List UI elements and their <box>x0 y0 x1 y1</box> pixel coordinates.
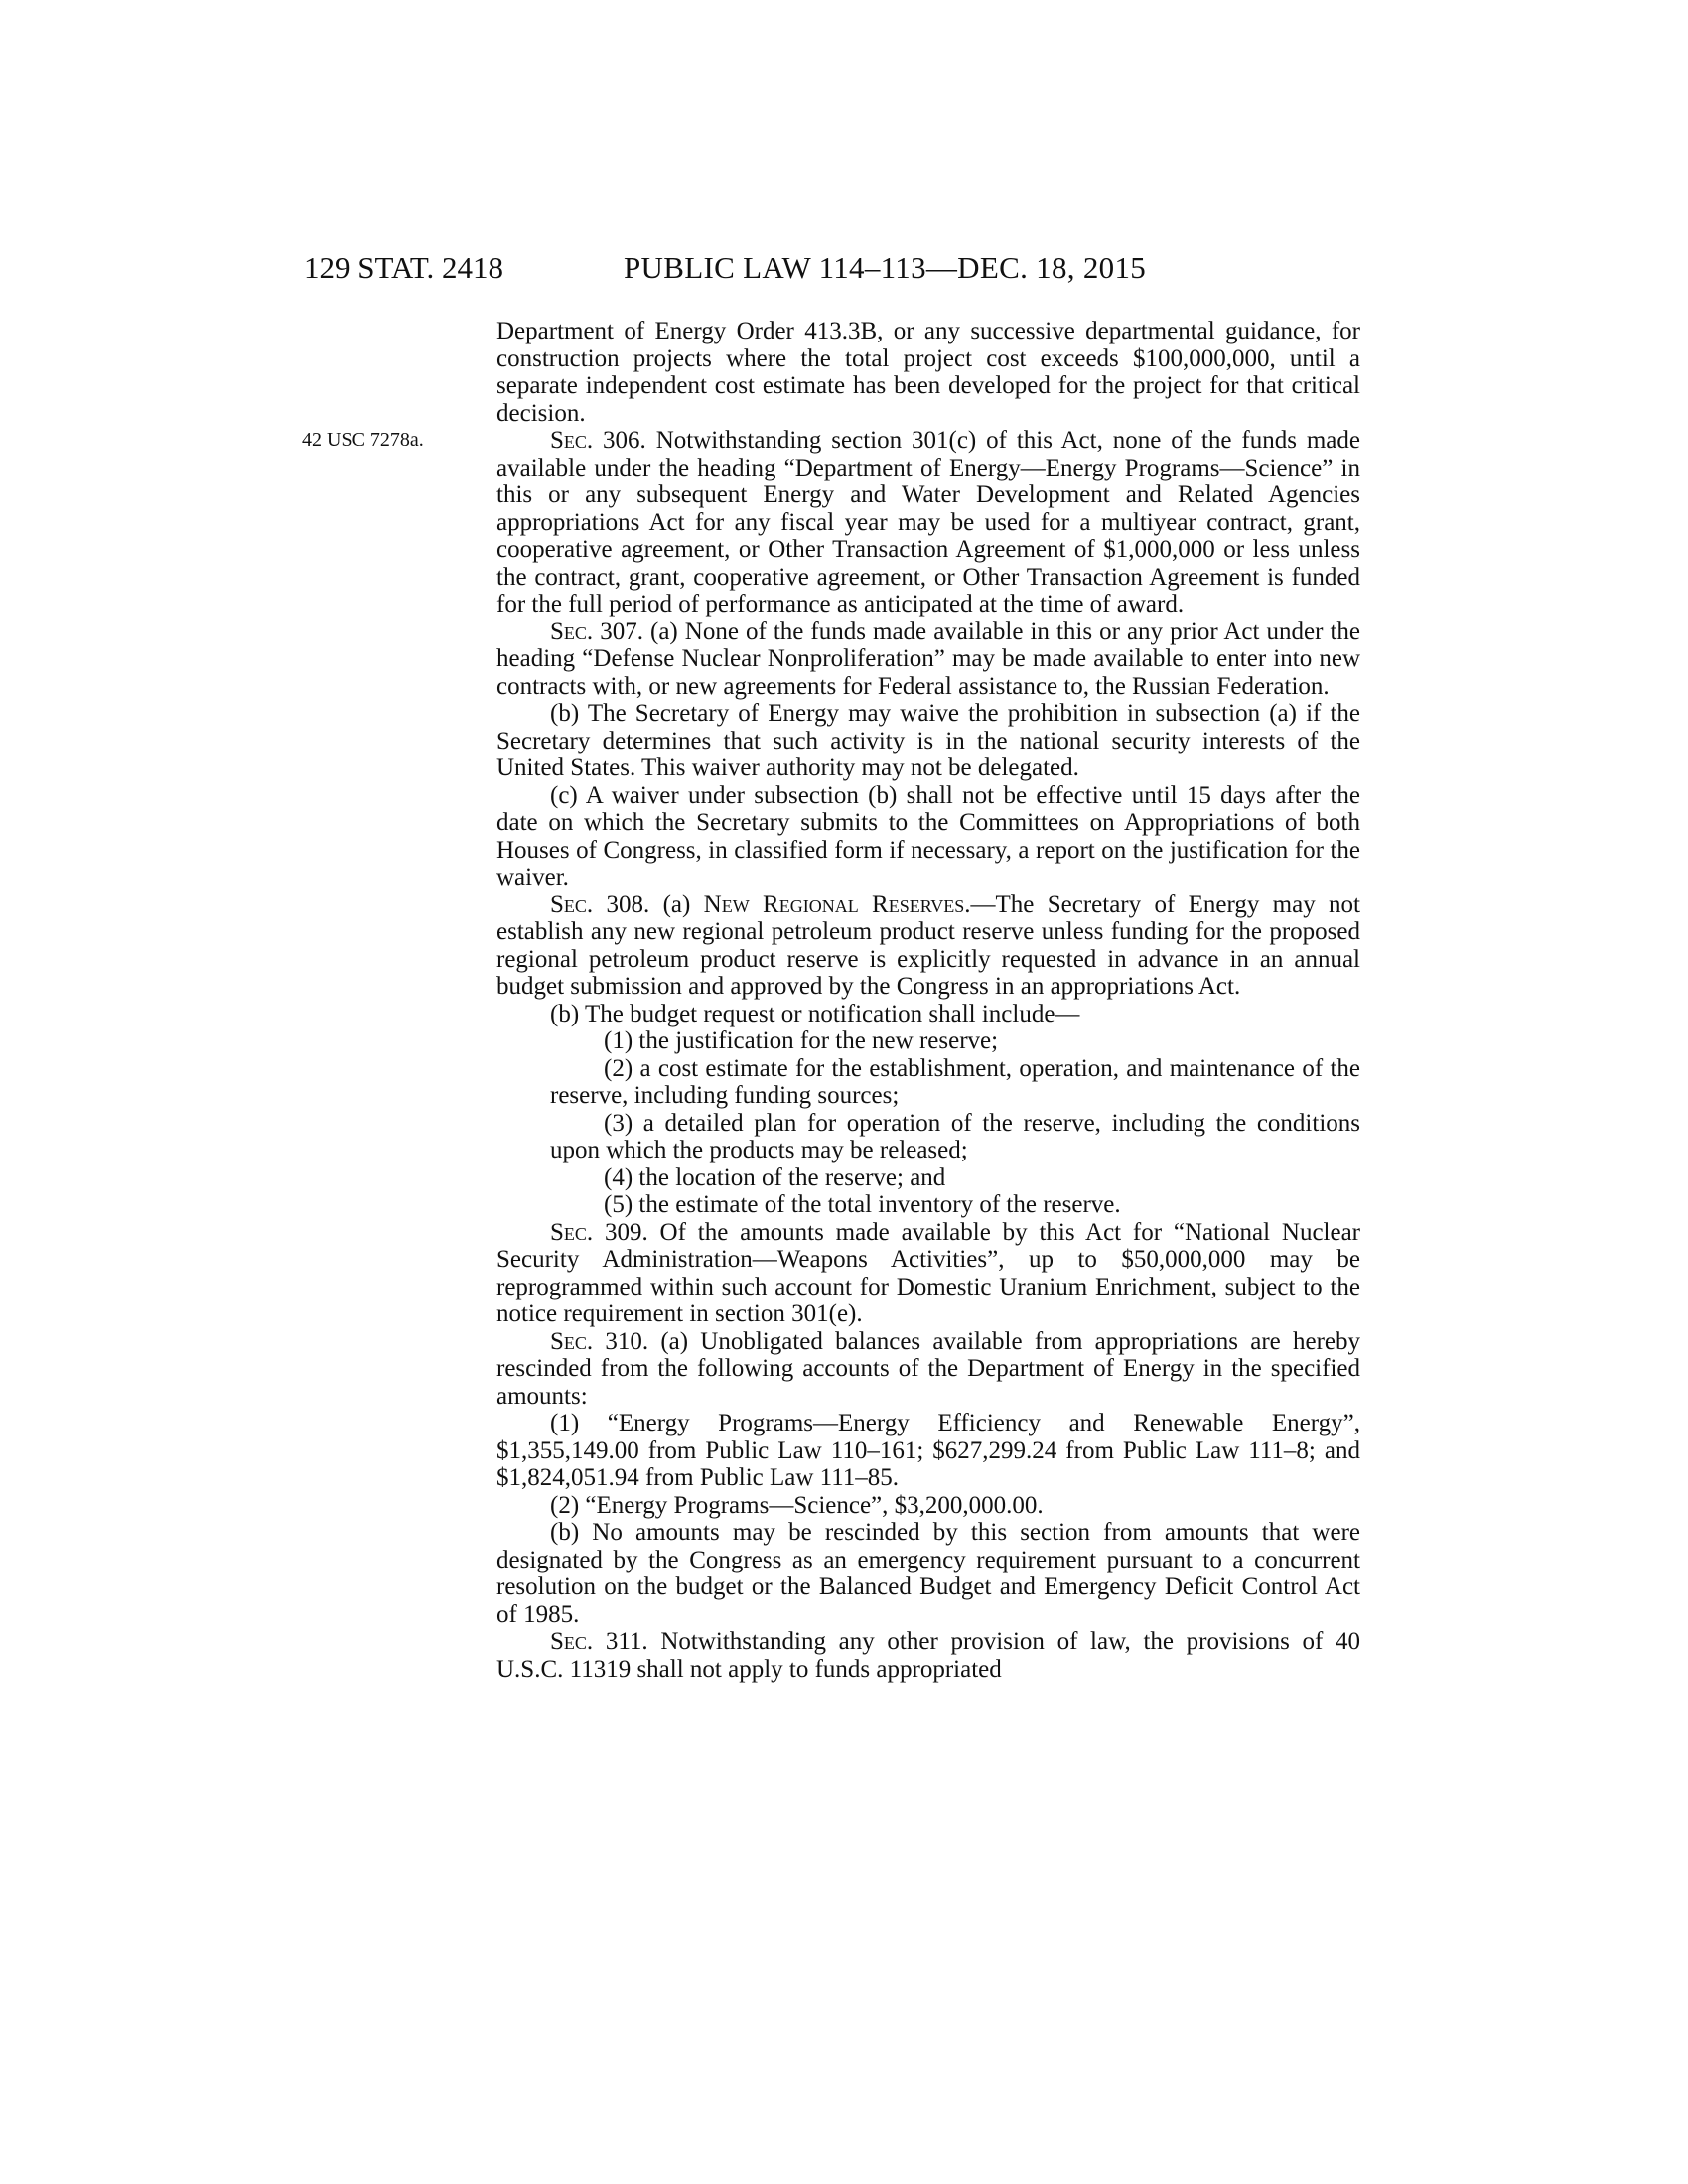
section-text: Of the amounts made available by this Act for “National Nuclear Security Administration—Weapons Activities”, up to $50,000,000 may be reprogrammed within such account for Domestic Uranium Enrichment, subject to the notice requirement in section 301(e). <box>496 1218 1361 1327</box>
subsection-heading: New Regional Reserves <box>703 890 965 918</box>
margin-citation: 42 USC 7278a. <box>302 429 424 451</box>
section-number: Sec. 311. <box>550 1628 648 1655</box>
section-309 <box>496 1219 1360 1328</box>
list-item: (1) “Energy Programs—Energy Efficiency and Renewable Energy”, $1,355,149.00 from Public Law 110–161; $627,299.24 from Public Law 111–8; and $1,824,051.94 from Public Law 111–85. <box>496 1410 1360 1491</box>
running-header <box>0 250 1688 290</box>
list-item: (3) a detailed plan for operation of the reserve, including the conditions upon which the products may be released; <box>550 1109 1360 1163</box>
section-text: Notwithstanding any other provision of law, the provisions of 40 U.S.C. 11319 shall not apply to funds appropriated <box>496 1628 1360 1683</box>
list-item: (2) a cost estimate for the establishment, operation, and maintenance of the reserve, including funding sources; <box>550 1054 1360 1109</box>
subsection: (b) The Secretary of Energy may waive the prohibition in subsection (a) if the Secretary determines that such activity is in the national security interests of the United States. This waiver authority may not be delegated. <box>496 700 1360 781</box>
section-307 <box>496 618 1360 701</box>
section-310 <box>496 1328 1360 1411</box>
section-306 <box>496 427 1360 618</box>
subsection: (c) A waiver under subsection (b) shall not be effective until 15 days after the date on which the Secretary submits to the Committees on Appropriations of both Houses of Congress, in classified form if necessary, a report on the justification for the waiver. <box>496 781 1360 890</box>
section-number: Sec. 306. <box>550 427 646 454</box>
section-number: Sec. 309. <box>550 1218 648 1246</box>
list-item: (1) the justification for the new reserve; <box>604 1027 999 1054</box>
paragraph: Department of Energy Order 413.3B, or any successive departmental guidance, for construction projects where the total project cost exceeds $100,000,000, until a separate independent cost estimate has been developed for the project for that critical decision. <box>496 318 1360 427</box>
section-308 <box>496 891 1360 1001</box>
section-number: Sec. 308. <box>550 890 650 918</box>
section-text: (a) None of the funds made available in this or any prior Act under the heading “Defense Nuclear Nonproliferation” may be made available to enter into new contracts with, or new agreements for Federal assistance to, the Russian Federation. <box>496 617 1360 700</box>
statute-page-number: 129 STAT. 2418 <box>304 250 504 285</box>
section-311 <box>496 1628 1360 1683</box>
section-number: Sec. 307. <box>550 617 643 645</box>
body-text <box>496 318 1360 1683</box>
section-text: .—The Secretary of Energy may not establish any new regional petroleum product reserve unless funding for the proposed regional petroleum product reserve is explicitly requested in advance in an annual budget submission and approved by the Congress in an appropriations Act. <box>496 890 1361 1000</box>
list-item: (5) the estimate of the total inventory of the reserve. <box>604 1191 1121 1218</box>
public-law-citation: PUBLIC LAW 114–113—DEC. 18, 2015 <box>624 250 1147 285</box>
list-item: (4) the location of the reserve; and <box>604 1163 946 1191</box>
section-number: Sec. 310. <box>550 1327 649 1355</box>
subsection-label: (a) <box>649 890 704 918</box>
subsection: (b) No amounts may be rescinded by this section from amounts that were designated by the Congress as an emergency requirement pursuant to a concurrent resolution on the budget or the Balanced Budget and Emergency Deficit Control Act of 1985. <box>496 1519 1360 1628</box>
section-text: (a) Unobligated balances available from appropriations are hereby rescinded from the following accounts of the Department of Energy in the specified amounts: <box>496 1327 1361 1410</box>
section-text: Notwithstanding section 301(c) of this Act, none of the funds made available under the heading “Department of Energy—Energy Programs—Science” in this or any subsequent Energy and Water Development and Related Agencies appropriations Act for any fiscal year may be used for a multiyear contract, grant, cooperative agreement, or Other Transaction Agreement of $1,000,000 or less unless the contract, grant, cooperative agreement, or Other Transaction Agreement is funded for the full period of performance as anticipated at the time of award. <box>496 427 1361 617</box>
list-item: (2) “Energy Programs—Science”, $3,200,000.00. <box>550 1491 1044 1519</box>
subsection: (b) The budget request or notification shall include— <box>550 1000 1080 1027</box>
